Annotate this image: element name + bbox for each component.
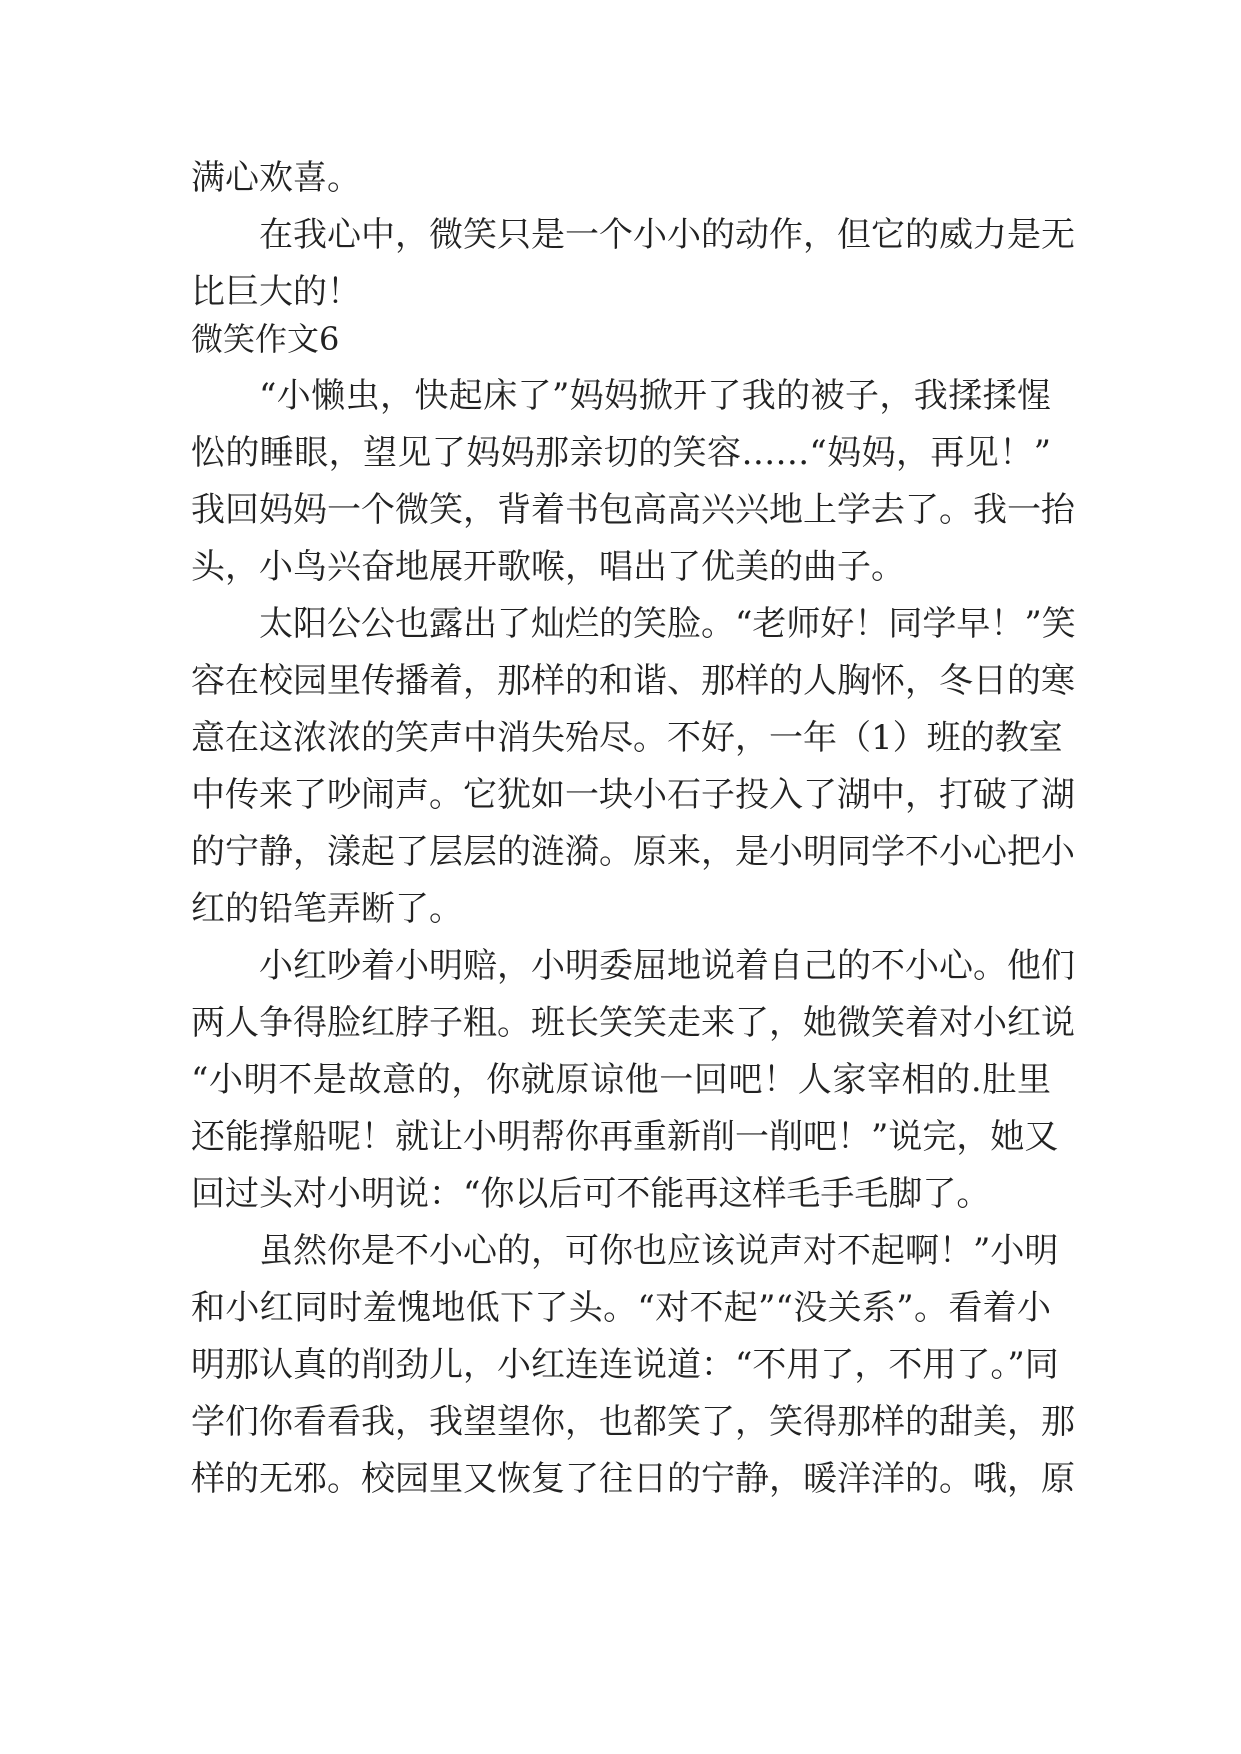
text-line: “小明不是故意的，你就原谅他一回吧！人家宰相的.肚里 [191, 1060, 1051, 1100]
text-line: 中传来了吵闹声。它犹如一块小石子投入了湖中，打破了湖 [191, 775, 1075, 815]
text-line: 忪的睡眼，望见了妈妈那亲切的笑容……“妈妈，再见！” [191, 433, 1051, 473]
text-line: 回过头对小明说：“你以后可不能再这样毛手毛脚了。 [191, 1174, 991, 1214]
text-line: 样的无邪。校园里又恢复了往日的宁静，暖洋洋的。哦，原 [191, 1459, 1075, 1499]
text-line: 满心欢喜。 [191, 158, 361, 198]
text-line: 和小红同时羞愧地低下了头。“对不起”“没关系”。看着小 [191, 1288, 1051, 1328]
text-line: 学们你看看我，我望望你，也都笑了，笑得那样的甜美，那 [191, 1402, 1075, 1442]
paragraph-first-line: 太阳公公也露出了灿烂的笑脸。“老师好！同学早！”笑 [259, 604, 1076, 644]
paragraph-first-line: “小懒虫，快起床了”妈妈掀开了我的被子，我揉揉惺 [259, 376, 1051, 416]
text-line: 红的铅笔弄断了。 [191, 889, 463, 929]
paragraph-first-line: 虽然你是不小心的，可你也应该说声对不起啊！”小明 [259, 1231, 1059, 1271]
text-line: 明那认真的削劲儿，小红连连说道：“不用了，不用了。”同 [191, 1345, 1059, 1385]
text-line: 头，小鸟兴奋地展开歌喉，唱出了优美的曲子。 [191, 547, 905, 587]
paragraph-first-line: 在我心中，微笑只是一个小小的动作，但它的威力是无 [259, 215, 1075, 255]
text-line: 两人争得脸红脖子粗。班长笑笑走来了，她微笑着对小红说 [191, 1003, 1075, 1043]
text-line: 还能撑船呢！就让小明帮你再重新削一削吧！”说完，她又 [191, 1117, 1059, 1157]
paragraph-first-line: 小红吵着小明赔，小明委屈地说着自己的不小心。他们 [259, 946, 1075, 986]
text-line: 比巨大的！ [191, 272, 361, 312]
text-line: 我回妈妈一个微笑，背着书包高高兴兴地上学去了。我一抬 [191, 490, 1075, 530]
text-line: 的宁静，漾起了层层的涟漪。原来，是小明同学不小心把小 [191, 832, 1075, 872]
text-line: 意在这浓浓的笑声中消失殆尽。不好，一年（1）班的教室 [191, 718, 1063, 758]
text-line: 容在校园里传播着，那样的和谐、那样的人胸怀，冬日的寒 [191, 661, 1075, 701]
section-title: 微笑作文6 [191, 320, 340, 358]
